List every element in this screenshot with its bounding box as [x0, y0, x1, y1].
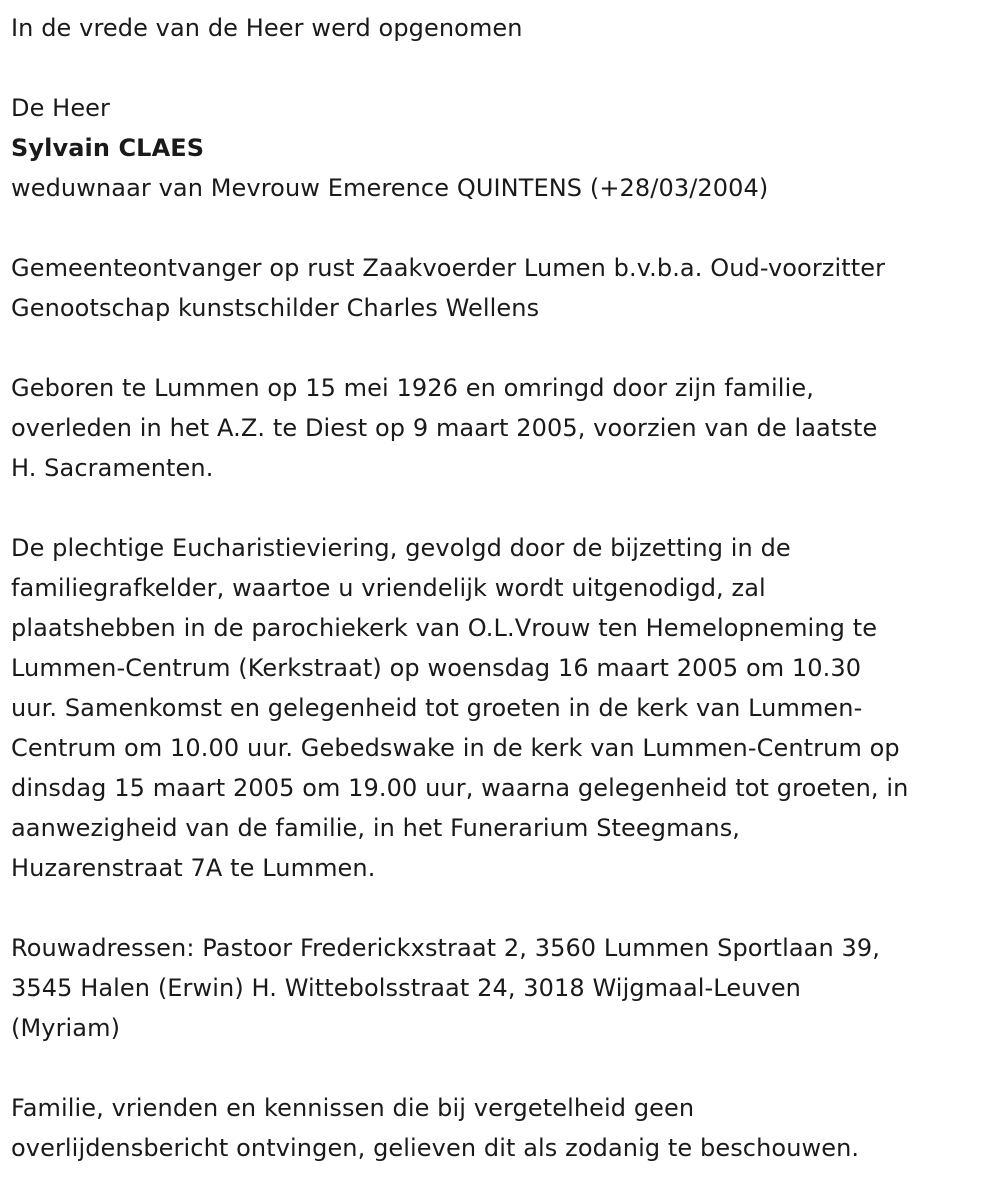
ceremony-line: De plechtige Eucharistieviering, gevolgd door de bijzetting in de	[11, 534, 791, 562]
spacer	[11, 488, 990, 528]
address-line: 3545 Halen (Erwin) H. Wittebolsstraat 24, 3018 Wijgmaal-Leuven	[11, 974, 801, 1002]
spacer	[11, 1048, 990, 1088]
birth-death-paragraph	[11, 368, 990, 488]
ceremony-line: Centrum om 10.00 uur. Gebedswake in de kerk van Lummen-Centrum op	[11, 734, 900, 762]
closing-line: Familie, vrienden en kennissen die bij vergetelheid geen	[11, 1094, 695, 1122]
titles-line: Genootschap kunstschilder Charles Wellens	[11, 294, 540, 322]
spacer	[11, 48, 990, 88]
titles-paragraph	[11, 248, 990, 328]
spacer	[11, 888, 990, 928]
birth-death-line: H. Sacramenten.	[11, 454, 214, 482]
ceremony-paragraph	[11, 528, 990, 888]
birth-death-line: Geboren te Lummen op 15 mei 1926 en omringd door zijn familie,	[11, 374, 814, 402]
address-line: Rouwadressen: Pastoor Frederickxstraat 2, 3560 Lummen Sportlaan 39,	[11, 934, 880, 962]
birth-death-line: overleden in het A.Z. te Diest op 9 maart 2005, voorzien van de laatste	[11, 414, 878, 442]
closing-paragraph	[11, 1088, 990, 1168]
salutation: De Heer	[11, 94, 111, 122]
intro-line: In de vrede van de Heer werd opgenomen	[11, 14, 523, 42]
ceremony-line: Lummen-Centrum (Kerkstraat) op woensdag 16 maart 2005 om 10.30	[11, 654, 862, 682]
closing-line: overlijdensbericht ontvingen, gelieven dit als zodanig te beschouwen.	[11, 1134, 860, 1162]
spouse-line: weduwnaar van Mevrouw Emerence QUINTENS (+28/03/2004)	[11, 174, 769, 202]
spacer	[11, 208, 990, 248]
ceremony-line: uur. Samenkomst en gelegenheid tot groeten in de kerk van Lummen-	[11, 694, 863, 722]
ceremony-line: dinsdag 15 maart 2005 om 19.00 uur, waarna gelegenheid tot groeten, in	[11, 774, 909, 802]
addresses-paragraph	[11, 928, 990, 1048]
ceremony-line: Huzarenstraat 7A te Lummen.	[11, 854, 376, 882]
address-line: (Myriam)	[11, 1014, 121, 1042]
titles-line: Gemeenteontvanger op rust Zaakvoerder Lumen b.v.b.a. Oud-voorzitter	[11, 254, 886, 282]
ceremony-line: familiegrafkelder, waartoe u vriendelijk wordt uitgenodigd, zal	[11, 574, 766, 602]
spacer	[11, 328, 990, 368]
ceremony-line: plaatshebben in de parochiekerk van O.L.Vrouw ten Hemelopneming te	[11, 614, 878, 642]
deceased-name: Sylvain CLAES	[11, 134, 205, 162]
ceremony-line: aanwezigheid van de familie, in het Funerarium Steegmans,	[11, 814, 741, 842]
